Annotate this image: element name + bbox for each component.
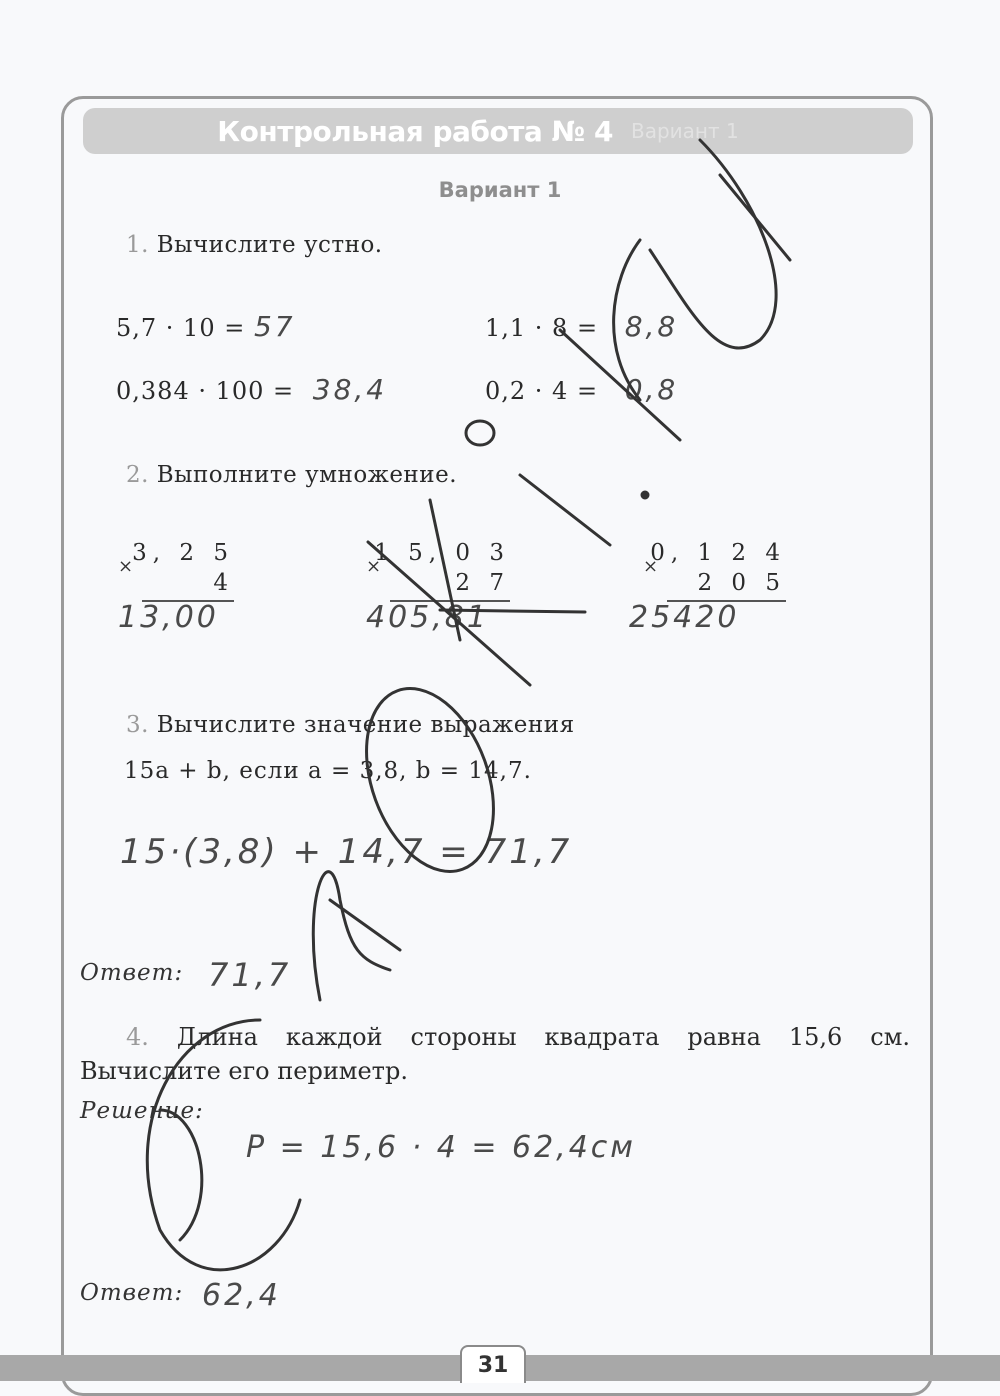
task2-heading <box>126 462 457 488</box>
page-frame <box>61 96 933 1396</box>
task3-heading <box>126 712 575 738</box>
task2-item-3-result: 25420 <box>629 600 740 635</box>
task4-answer: 62,4 <box>202 1278 281 1313</box>
title-bar <box>83 108 913 154</box>
task1-item-1 <box>116 310 296 343</box>
task1-item-3-expr: 1,1 · 8 = <box>485 314 599 342</box>
task1-item-2 <box>116 373 387 406</box>
task2-item-1-multiplicand: 3, 2 5 <box>132 540 234 566</box>
task3-expression: 15a + b, если a = 3,8, b = 14,7. <box>124 758 532 784</box>
task3-work: 15·(3,8) + 14,7 = 71,7 <box>120 832 573 872</box>
task4-paragraph <box>80 1020 910 1088</box>
task3-text: Вычислите значение выражения <box>156 712 575 738</box>
task2-number: 2. <box>126 462 149 488</box>
task1-item-3-answer: 8,8 <box>624 310 679 343</box>
task2-item-3-multiplicand: 0, 1 2 4 <box>650 540 786 566</box>
task3-answer: 71,7 <box>208 956 292 994</box>
task2-item-3 <box>629 540 786 650</box>
task1-item-1-expr: 5,7 · 10 = <box>116 314 246 342</box>
task1-item-4-answer: 0,8 <box>624 373 679 406</box>
variant-heading: Вариант 1 <box>438 178 562 202</box>
page-number: 31 <box>460 1345 526 1383</box>
task4-work: P = 15,6 · 4 = 62,4см <box>246 1130 636 1165</box>
task2-text: Выполните умножение. <box>156 462 458 488</box>
task1-item-1-answer: 57 <box>253 310 296 343</box>
task2-item-1 <box>118 540 234 650</box>
task1-text: Вычислите устно. <box>156 232 383 258</box>
task2-item-2-multiplicand: 1 5, 0 3 <box>374 540 510 566</box>
task1-heading <box>126 232 383 258</box>
task1-item-3 <box>485 310 678 343</box>
task2-item-3-multiplier: 2 0 5 <box>697 570 786 596</box>
task3-answer-label: Ответ: <box>80 960 184 986</box>
task2-item-1-multiplier: 4 <box>213 570 234 596</box>
task1-item-4 <box>485 373 678 406</box>
task3-number: 3. <box>126 712 149 738</box>
task4-number: 4. <box>126 1023 149 1051</box>
task2-item-1-result: 13,00 <box>118 600 219 635</box>
multiply-sign: × <box>643 556 659 577</box>
task4-answer-label: Ответ: <box>80 1280 184 1306</box>
task1-item-2-expr: 0,384 · 100 = <box>116 377 295 405</box>
page-title-faded-suffix: Вариант 1 <box>630 119 739 143</box>
task2-item-2-multiplier: 2 7 <box>455 570 510 596</box>
task4-solution-label: Решение: <box>80 1098 204 1124</box>
task2-item-2-result: 405,81 <box>366 600 489 635</box>
task2-item-2 <box>366 540 510 650</box>
task1-item-2-answer: 38,4 <box>312 373 388 406</box>
task1-number: 1. <box>126 232 149 258</box>
multiply-sign: × <box>366 556 382 577</box>
task4-text: Длина каждой стороны квадрата равна 15,6 см. Вычислите его периметр. <box>80 1023 910 1085</box>
task1-item-4-expr: 0,2 · 4 = <box>485 377 599 405</box>
multiply-sign: × <box>118 556 134 577</box>
page-title: Контрольная работа № 4 <box>217 114 613 148</box>
